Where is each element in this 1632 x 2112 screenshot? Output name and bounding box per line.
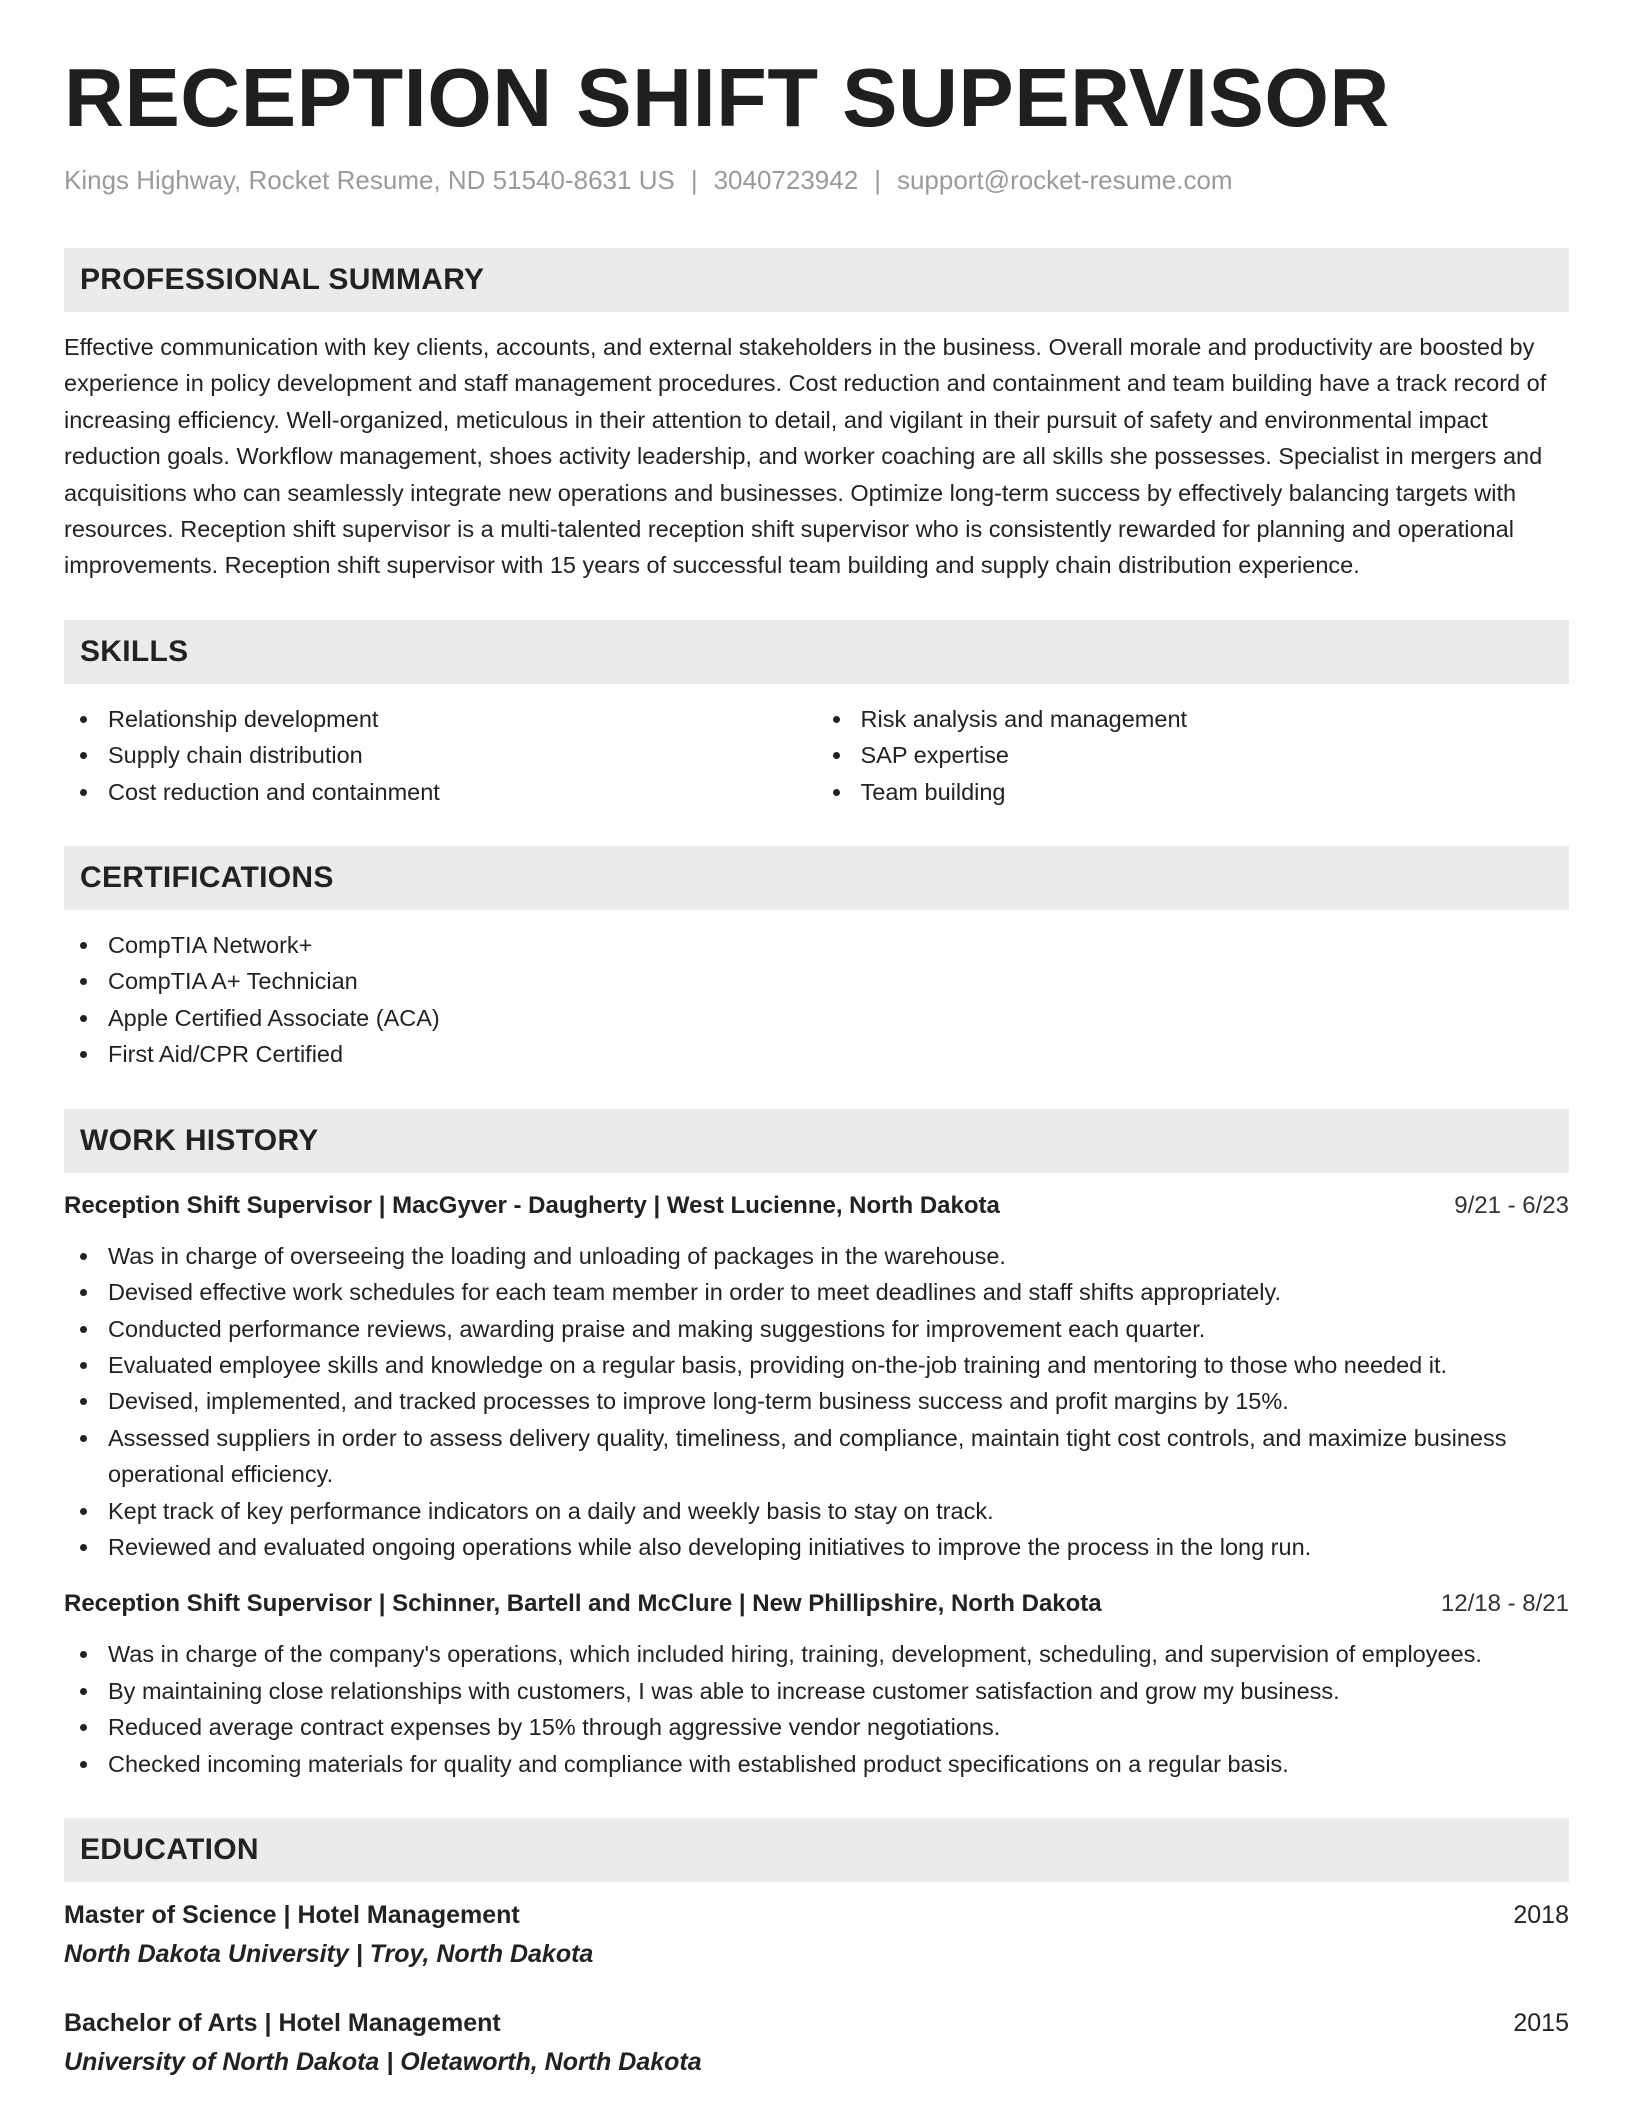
contact-phone: 3040723942 [713, 165, 859, 195]
job-bullet: Assessed suppliers in order to assess delivery quality, timeliness, and compliance, maintain tight cost controls, and maximize business operational efficiency. [64, 1420, 1569, 1493]
job-bullet: Conducted performance reviews, awarding praise and making suggestions for improvement each quarter. [64, 1311, 1569, 1347]
section-heading-summary: PROFESSIONAL SUMMARY [64, 248, 1569, 312]
skill-item: Team building [817, 774, 1570, 810]
certification-item: Apple Certified Associate (ACA) [64, 1000, 1569, 1036]
certification-item: CompTIA A+ Technician [64, 963, 1569, 999]
skills-column-left [64, 701, 817, 810]
education-school: University of North Dakota | Oletaworth, North Dakota [64, 2047, 702, 2076]
education-entry [64, 1896, 1569, 1974]
skill-item: Supply chain distribution [64, 737, 817, 773]
job-bullet: Evaluated employee skills and knowledge on a regular basis, providing on-the-job training and mentoring to those who needed it. [64, 1347, 1569, 1383]
education-degree: Master of Science | Hotel Management [64, 1900, 520, 1929]
contact-separator: | [874, 165, 881, 195]
job-header [64, 1189, 1569, 1223]
certification-item: CompTIA Network+ [64, 927, 1569, 963]
skill-item: SAP expertise [817, 737, 1570, 773]
certification-item: First Aid/CPR Certified [64, 1036, 1569, 1072]
job-bullet: Checked incoming materials for quality and compliance with established product specifications on a regular basis. [64, 1746, 1569, 1782]
education-degree: Bachelor of Arts | Hotel Management [64, 2008, 501, 2037]
certifications-list [64, 927, 1569, 1073]
job-bullet: Reviewed and evaluated ongoing operations while also developing initiatives to improve the process in the long run. [64, 1529, 1569, 1565]
job-bullets [64, 1238, 1569, 1566]
candidate-name: RECEPTION SHIFT SUPERVISOR [64, 51, 1390, 144]
skills-column-right [817, 701, 1570, 810]
skill-item: Risk analysis and management [817, 701, 1570, 737]
job-bullet: Reduced average contract expenses by 15% through aggressive vendor negotiations. [64, 1709, 1569, 1745]
education-header [64, 2004, 1569, 2042]
section-heading-skills: SKILLS [64, 620, 1569, 684]
job-bullet: By maintaining close relationships with customers, I was able to increase customer satisfaction and grow my business. [64, 1673, 1569, 1709]
job-dates: 12/18 - 8/21 [1440, 1590, 1569, 1618]
job-bullet: Was in charge of overseeing the loading and unloading of packages in the warehouse. [64, 1238, 1569, 1274]
job-header [64, 1587, 1569, 1621]
section-heading-work-history: WORK HISTORY [64, 1109, 1569, 1173]
education-school: North Dakota University | Troy, North Dakota [64, 1939, 594, 1968]
contact-separator: | [690, 165, 698, 195]
skill-item: Relationship development [64, 701, 817, 737]
section-heading-certifications: CERTIFICATIONS [64, 846, 1569, 910]
job-dates: 9/21 - 6/23 [1454, 1191, 1569, 1219]
job-bullets [64, 1636, 1569, 1782]
section-heading-education: EDUCATION [64, 1818, 1569, 1882]
education-year: 2018 [1513, 1900, 1569, 1929]
contact-email[interactable]: support@rocket-resume.com [896, 165, 1233, 195]
summary-text: Effective communication with key clients, accounts, and external stakeholders in the business. Overall morale and productivity are boosted by experience in policy development and staff management procedures. Cost reduction and containment and team building have a track record of increasing efficiency. Well-organized, meticulous in their attention to detail, and vigilant in their pursuit of safety and environmental impact reduction goals. Workflow management, shoes activity leadership, and worker coaching are all skills she possesses. Specialist in mergers and acquisitions who can seamlessly integrate new operations and businesses. Optimize long-term success by effectively balancing targets with resources. Reception shift supervisor is a multi-talented reception shift supervisor who is consistently rewarded for planning and operational improvements. Reception shift supervisor with 15 years of successful team building and supply chain distribution experience. [64, 334, 1547, 579]
job-title: Reception Shift Supervisor | MacGyver - Daugherty | West Lucienne, North Dakota [64, 1191, 1000, 1219]
education-year: 2015 [1513, 2008, 1569, 2037]
education-header [64, 1896, 1569, 1934]
job-bullet: Devised, implemented, and tracked processes to improve long-term business success and profit margins by 15%. [64, 1383, 1569, 1419]
contact-address: Kings Highway, Rocket Resume, ND 51540-8631 US [64, 165, 675, 195]
job-bullet: Kept track of key performance indicators on a daily and weekly basis to stay on track. [64, 1493, 1569, 1529]
job-title: Reception Shift Supervisor | Schinner, Bartell and McClure | New Phillipshire, North Dakota [64, 1590, 1102, 1618]
job-bullet: Devised effective work schedules for each team member in order to meet deadlines and staff shifts appropriately. [64, 1274, 1569, 1310]
skill-item: Cost reduction and containment [64, 774, 817, 810]
job-bullet: Was in charge of the company's operations, which included hiring, training, development, scheduling, and supervision of employees. [64, 1636, 1569, 1672]
education-entry [64, 2004, 1569, 2082]
contact-line [64, 165, 1569, 196]
skills-list [64, 701, 1569, 810]
